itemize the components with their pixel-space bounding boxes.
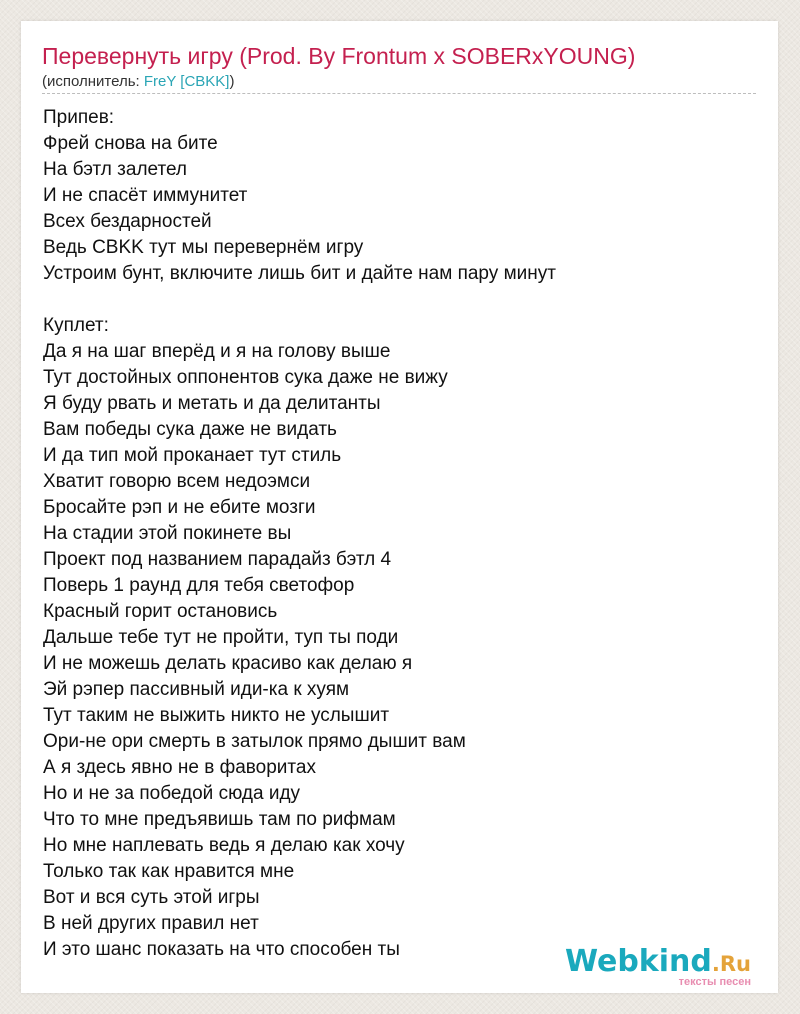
lyrics-line: И да тип мой проканает тут стиль bbox=[43, 445, 342, 466]
artist-link[interactable]: FreY [CBKK] bbox=[143, 73, 230, 90]
artist-suffix: ) bbox=[229, 73, 235, 90]
lyrics-line: И не спасёт иммунитет bbox=[43, 185, 248, 206]
lyrics-line: Проект под названием парадайз бэтл 4 bbox=[43, 549, 392, 570]
lyrics-line: В ней других правил нет bbox=[43, 913, 259, 934]
logo-tld: .Ru bbox=[711, 952, 751, 976]
lyrics-line: А я здесь явно не в фаворитах bbox=[43, 757, 316, 778]
lyrics-line: На бэтл залетел bbox=[43, 159, 187, 180]
lyrics-line: Всех бездарностей bbox=[43, 211, 212, 232]
lyrics-line: Поверь 1 раунд для тебя светофор bbox=[43, 575, 355, 596]
lyrics-blank-line bbox=[43, 287, 556, 313]
lyrics-line: Куплет: bbox=[43, 315, 109, 336]
song-title: Перевернуть игру (Prod. By Frontum x SOBERxYOUNG) bbox=[42, 43, 636, 69]
lyrics-card bbox=[21, 21, 778, 993]
dashed-divider bbox=[42, 93, 756, 94]
lyrics-line: И это шанс показать на что способен ты bbox=[43, 939, 400, 960]
lyrics-line: Хватит говорю всем недоэмси bbox=[43, 471, 311, 492]
lyrics-line: Ведь CBKK тут мы перевернём игру bbox=[43, 237, 364, 258]
artist-line bbox=[42, 72, 234, 92]
logo-tagline: тексты песен bbox=[678, 976, 751, 988]
lyrics-line: На стадии этой покинете вы bbox=[43, 523, 292, 544]
webkind-logo[interactable] bbox=[561, 942, 751, 992]
lyrics-line: И не можешь делать красиво как делаю я bbox=[43, 653, 413, 674]
lyrics-line: Вот и вся суть этой игры bbox=[43, 887, 260, 908]
lyrics-line: Тут таким не выжить никто не услышит bbox=[43, 705, 390, 726]
lyrics-line: Красный горит остановись bbox=[43, 601, 278, 622]
lyrics-line: Но мне наплевать ведь я делаю как хочу bbox=[43, 835, 405, 856]
lyrics-line: Бросайте рэп и не ебите мозги bbox=[43, 497, 316, 518]
lyrics-line: Я буду рвать и метать и да делитанты bbox=[43, 393, 381, 414]
artist-prefix: (исполнитель: bbox=[42, 73, 144, 90]
lyrics-line: Да я на шаг вперёд и я на голову выше bbox=[43, 341, 391, 362]
lyrics-line: Вам победы сука даже не видать bbox=[43, 419, 337, 440]
lyrics-line: Ори-не ори смерть в затылок прямо дышит вам bbox=[43, 731, 466, 752]
lyrics-line: Только так как нравится мне bbox=[43, 861, 295, 882]
logo-word: Webkind bbox=[564, 944, 712, 979]
lyrics-line: Что то мне предъявишь там по рифмам bbox=[43, 809, 396, 830]
lyrics-line: Фрей снова на бите bbox=[43, 133, 218, 154]
lyrics-text bbox=[43, 105, 556, 963]
lyrics-line: Устроим бунт, включите лишь бит и дайте нам пару минут bbox=[43, 263, 556, 284]
lyrics-line: Тут достойных оппонентов сука даже не вижу bbox=[43, 367, 448, 388]
lyrics-line: Дальше тебе тут не пройти, туп ты поди bbox=[43, 627, 399, 648]
lyrics-line: Припев: bbox=[43, 107, 115, 128]
lyrics-line: Эй рэпер пассивный иди-ка к хуям bbox=[43, 679, 350, 700]
lyrics-line: Но и не за победой сюда иду bbox=[43, 783, 301, 804]
